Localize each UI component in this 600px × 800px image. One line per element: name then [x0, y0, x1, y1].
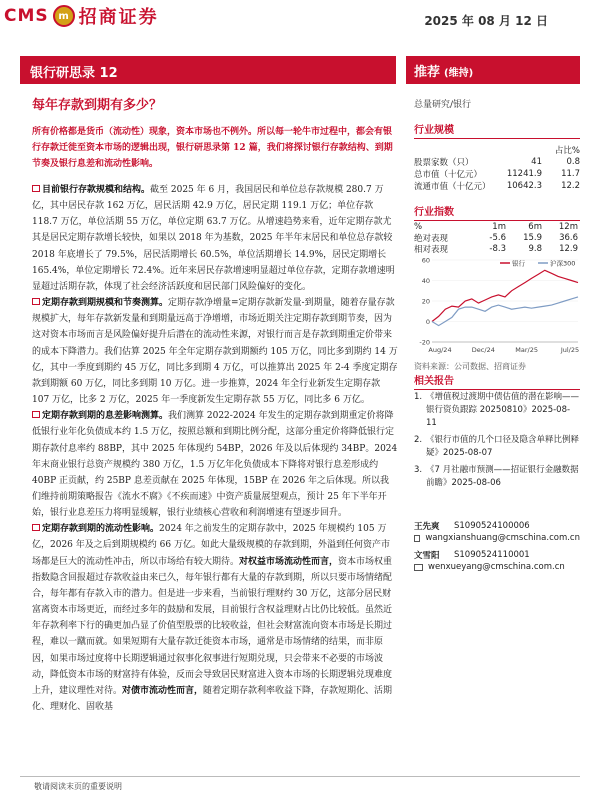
logo-mark-icon: m [53, 5, 75, 27]
reports-section-title: 相关报告 [414, 372, 580, 390]
paragraph-2 [32, 295, 398, 408]
bullet-icon [32, 298, 40, 305]
analyst-email[interactable]: wangxianshuang@cmschina.com.cn [425, 533, 580, 543]
scale-table [414, 144, 580, 192]
analyst-id: S1090524110001 [454, 550, 530, 560]
series-banner [20, 56, 396, 84]
series-title: 银行研思录 12 [30, 66, 118, 81]
row-value: 36.6 [559, 232, 578, 243]
report-item[interactable] [414, 434, 580, 460]
report-num: 3. [414, 465, 423, 475]
rating-label: 推荐 [414, 65, 441, 80]
y-tick-label: 0 [425, 318, 430, 326]
report-text[interactable]: 《银行市值的几个口径及隐含单释比例释疑》2025-08-07 [426, 435, 580, 458]
y-tick-label: 60 [421, 256, 430, 265]
row-value: -5.6 [489, 232, 506, 243]
paragraph-head: 定期存款到期的流动性影响。 [42, 524, 160, 535]
reports-list [414, 391, 580, 494]
logo-en-text: CMS [4, 6, 49, 26]
report-item[interactable] [414, 464, 580, 490]
index-table [414, 221, 580, 254]
row-pct: 11.7 [561, 169, 580, 179]
report-text[interactable]: 《7 月社融市预测——招证银行金融数据前瞻》2025-08-06 [426, 465, 579, 488]
rating-sub-label: (维持) [444, 68, 474, 79]
row-label: 股票家数（只） [414, 158, 474, 168]
row-pct: 0.8 [566, 157, 580, 167]
row-value: 9.8 [528, 243, 542, 254]
legend-label: 银行 [512, 259, 525, 268]
series-line-bank [432, 270, 578, 321]
report-item[interactable] [414, 391, 580, 430]
footer-divider [20, 776, 580, 777]
company-logo [4, 2, 159, 30]
x-tick-label: Jul/25 [560, 346, 580, 354]
legend-label: 沪深300 [550, 259, 576, 268]
mail-icon [414, 564, 423, 571]
y-tick-label: 40 [421, 277, 430, 285]
row-value: 41 [531, 157, 542, 167]
analyst-name: 王先爽 [414, 522, 440, 532]
row-label: 相对表现 [414, 244, 449, 255]
paragraph-4 [32, 521, 398, 715]
x-tick-label: Aug/24 [428, 346, 452, 354]
paragraph-bold: 对债市流动性而言， [122, 685, 204, 696]
x-tick-label: Mar/25 [515, 346, 539, 354]
paragraph-3 [32, 408, 398, 521]
row-value: 12.9 [559, 243, 578, 254]
report-headline: 每年存款到期有多少？ [32, 98, 163, 113]
bullet-icon [32, 185, 40, 192]
row-value: -8.3 [489, 243, 506, 254]
footer-note: 敬请阅读末页的重要说明 [34, 782, 122, 791]
analyst-email[interactable]: wenxueyang@cmschina.com.cn [428, 562, 565, 572]
bullet-icon [32, 524, 40, 531]
scale-header-row [414, 144, 580, 156]
table-row [414, 243, 580, 254]
paragraph-text: 定期存款净增量=定期存款新发量-到期量，随着存量存款规模扩大，每年存款新发量和到期量远高于净增增，市场近期关注定期存款到期节奏，因为这对资本市场而言是风险偏好提升后潜在的流动性来源，对银行而言是存款到期重定价带来的成本下降潜力。我们估算 2025 年全年定期存款到期额约 105 万亿，同比多到期约 14 万亿，其中一季度到期约 45 万亿，同比多到期 4 万亿，可以推算出 2025 年 2-4 季度定期存款到期额 60 万亿，同比多到期 10 万亿。进一步推算，2024 年全行业新发生定期存款 107 万亿，比多 2 万亿，2025 年一季度新发生定期存款 55 万亿，同比多 6 万亿。 [32, 298, 398, 406]
paragraph-text: 随着定期存款利率收益下降，存款短期化、活期化、理财化、固收基 [32, 685, 393, 712]
report-num: 2. [414, 435, 423, 445]
x-tick-label: Dec/24 [471, 346, 495, 354]
analyst-id: S1090524100006 [454, 521, 530, 531]
scale-col-header: 占比% [554, 146, 580, 156]
paragraph-1 [32, 182, 398, 295]
mail-icon [414, 535, 420, 542]
row-value: 11241.9 [506, 169, 542, 179]
paragraph-head: 定期存款到期的息差影响测算。 [42, 411, 169, 422]
table-row [414, 156, 580, 168]
y-tick-label: -20 [419, 338, 430, 347]
chart-source: 资料来源：公司数据、招商证券 [414, 362, 526, 371]
row-label: 绝对表现 [414, 233, 449, 244]
logo-cn-text: 招商证券 [78, 7, 159, 28]
analyst-name: 文雪阳 [414, 551, 440, 561]
index-section-title: 行业指数 [414, 203, 580, 221]
row-value: 15.9 [523, 232, 542, 243]
performance-chart [414, 254, 580, 362]
row-label: 总市值（十亿元） [414, 170, 483, 180]
sector-label: 总量研究/银行 [414, 100, 472, 110]
analyst-email-row [414, 532, 580, 544]
paragraph-text: 2024 年之前发生的定期存款中，2025 年规模约 105 万亿，2026 年及之后到期规模约 66 万亿。如此大量级规模的存款到期，外溢到任何资产市场都是巨大的流动性冲击，所以市场给有较大期待。 [32, 524, 390, 567]
table-row [414, 168, 580, 180]
col-header: 1m [492, 221, 506, 232]
row-label: 流通市值（十亿元） [414, 182, 491, 192]
paragraph-bold: 对权益市场流动性而言， [239, 556, 339, 567]
scale-section-title: 行业规模 [414, 121, 580, 139]
paragraph-head: 目前银行存款规模和结构。 [42, 185, 151, 195]
col-header: % [414, 221, 423, 232]
bullet-icon [32, 411, 40, 418]
table-header-row [414, 221, 580, 232]
col-header: 12m [558, 221, 578, 232]
paragraph-text: 截至 2025 年 6 月，我国居民和单位总存款规模 280.7 万亿，其中居民存款 162 万亿，居民活期 42.9 万亿，居民定期 119.1 万亿；单位存款 118.7 万亿，单位活期 55 万亿，单位定期 63.7 万亿。从增速趋势来看，近年定期存款尤其是居民定期存款增长较快，如果以 2018 年为基数，2025 年半年末居民和单位总存款较 2018 年底增长了 79.5%，居民活期增长 60.5%，单位活期增长 14.9%，居民定期增长 165.4%，单位定期增长 72.4%。近年来居民存款增速明显超过单位存款，定期存款增速明显超过活期存款，体现了社会经济活跃度和居民部门风险偏好的变化。 [32, 185, 395, 292]
y-tick-label: 20 [421, 297, 430, 306]
report-text[interactable]: 《增值税过渡期中债估值的潜在影响——银行资负跟踪 20250810》2025-08-11 [426, 392, 580, 428]
report-num: 1. [414, 392, 423, 402]
analyst-id-row [414, 520, 580, 532]
analyst-1 [414, 520, 580, 544]
report-date: 2025 年 08 月 12 日 [424, 14, 548, 28]
analyst-email-row [414, 561, 580, 573]
col-header: 6m [528, 221, 542, 232]
row-pct: 12.2 [561, 181, 580, 191]
paragraph-text: 我们测算 2022-2024 年发生的定期存款到期重定价将降低银行业年化负债成本约 1.5 万亿，按照总额和到期比例分配，这部分重定价将降低银行定期存款付息率约 88BP，其中 2025 年体现约 54BP，2026 年及以后体现约 34BP。2024 年末商业银行总资产规模约 380 万亿，1.5 万亿年化负债成本下降将对银行息差形成约 40BP 正贡献，约 25BP 息差贡献在 2025 年体现，15BP 在 2026 年之后体现。所以我们维持前期策略报告《流水不腐》《不疾而速》中资产质量展望观点，预计 25 年下半年开始，银行业息差压力将明显缓解，银行业绩核心营收和利润增速有望逐步回升。 [32, 411, 398, 519]
table-row [414, 232, 580, 243]
analyst-2 [414, 549, 580, 573]
row-value: 10642.3 [506, 181, 542, 191]
paragraph-text: 资本市场权重指数隐含回报超过存款收益由来已久，每年银行都有大量的存款到期，所以只要市场情绪配合，每年都有存款入市的潜力。但是进一步来看，当前银行理财约 30 万亿，这部分居民财富离资本市场更近，而经过多年的鼓励和发展，目前银行含权益理财占比仍比较低。虽然近年存款利率下行的确更加凸显了价值型股票的比较收益，但社会财富流向资本市场是长期过程，难以一蹴而就。如果短期有大量存款迁徙资本市场，通常是市场情绪的结果，而非原因，如果市场过度将中长期逻辑通过叙事化叙事进行短期兑现，只会带来不必要的市场波动，降低资本市场的财富持有体验，反而会导致居民财富进入资本市场的长期逻辑兑现难度上升，建议理性对待。 [32, 556, 393, 696]
summary-text: 所有价格都是货币（流动性）现象，资本市场也不例外。所以每一轮牛市过程中，都会有银行存款迁徙至资本市场的逻辑出现，银行研思录第 12 篇，我们将探讨银行存款结构、到期节奏及银行息差和流动性影响。 [32, 127, 393, 169]
table-row [414, 180, 580, 192]
body-column [32, 182, 398, 715]
analyst-id-row [414, 549, 580, 561]
rating-banner [406, 56, 580, 84]
paragraph-head: 定期存款到期规模和节奏测算。 [42, 298, 169, 309]
